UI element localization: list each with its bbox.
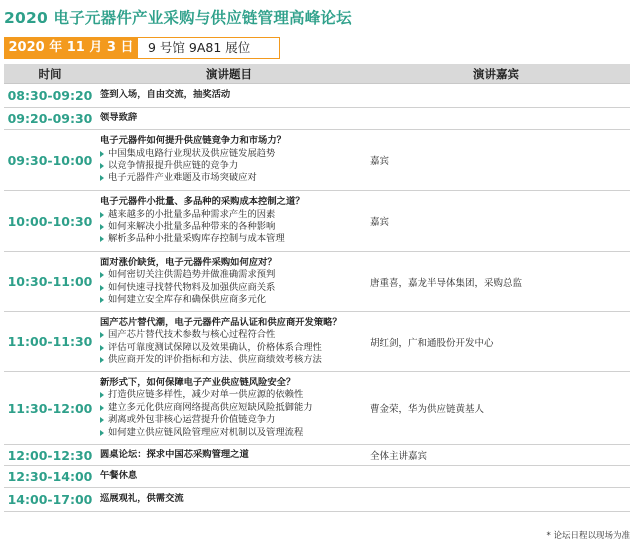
row-topic (96, 84, 362, 108)
row-speaker: 嘉宾 (362, 130, 630, 191)
header-topic: 演讲题目 (96, 64, 362, 84)
row-speaker: 胡红剑，广和通股份开发中心 (362, 312, 630, 372)
header-time: 时间 (4, 64, 96, 84)
topic-title: 面对涨价缺货，电子元器件采购如何应对？ (100, 256, 277, 268)
topic-title: 巡展观礼，供需交流 (100, 493, 184, 505)
table-row (4, 191, 630, 252)
row-topic (96, 130, 362, 191)
row-time: 12:00-12:30 (4, 445, 96, 466)
topic-bullet: 打造供应链多样性，减少对单一供应源的依赖性 (100, 389, 362, 401)
topic-bullet: 如何密切关注供需趋势并做准确需求预判 (100, 269, 362, 281)
topic-bullet: 如何快速寻找替代物料及加强供应商关系 (100, 282, 362, 294)
topic-title: 电子元器件小批量、多品种的采购成本控制之道？ (100, 196, 305, 208)
table-header-row (4, 64, 630, 84)
row-topic (96, 466, 362, 488)
topic-title: 新形式下，如何保障电子产业供应链风险安全？ (100, 376, 296, 388)
topic-bullet: 越来越多的小批量多品种需求产生的因素 (100, 209, 362, 221)
row-time: 14:00-17:00 (4, 488, 96, 512)
row-topic (96, 488, 362, 512)
row-topic (96, 445, 362, 466)
header-speaker: 演讲嘉宾 (362, 64, 630, 84)
table-row (4, 84, 630, 108)
topic-title: 领导致辞 (100, 112, 138, 124)
page-title: 2020 电子元器件产业采购与供应链管理高峰论坛 (4, 9, 352, 27)
table-row (4, 108, 630, 130)
table-row (4, 445, 630, 466)
topic-title: 签到入场，自由交流，抽奖活动 (100, 89, 231, 101)
date-venue-bar (4, 37, 280, 59)
row-time: 11:00-11:30 (4, 312, 96, 372)
topic-bullet: 如何建立供应链风险管理应对机制以及管理流程 (100, 427, 362, 439)
topic-bullet: 供应商开发的评价指标和方法、供应商绩效考核方法 (100, 354, 362, 366)
row-time: 09:20-09:30 (4, 108, 96, 130)
topic-bullet: 如何来解决小批量多品种带来的各种影响 (100, 221, 362, 233)
topic-bullet: 解析多品种小批量采购库存控制与成本管理 (100, 233, 362, 245)
topic-bullet: 电子元器件产业难题及市场突破应对 (100, 172, 362, 184)
topic-title: 午餐休息 (100, 470, 138, 482)
topic-bullet: 建立多元化供应商网络提高供应短缺风险抵御能力 (100, 402, 362, 414)
row-time: 08:30-09:20 (4, 84, 96, 108)
table-row (4, 312, 630, 372)
row-topic (96, 252, 362, 312)
topic-title: 圆桌论坛：探求中国芯采购管理之道 (100, 448, 249, 460)
row-speaker (362, 466, 630, 488)
venue-label: 9 号馆 9A81 展位 (138, 37, 280, 59)
row-speaker (362, 84, 630, 108)
topic-title: 国产芯片替代潮，电子元器件产品认证和供应商开发策略？ (100, 316, 342, 328)
row-speaker (362, 108, 630, 130)
row-topic (96, 191, 362, 252)
row-speaker: 曹金荣，华为供应链黄基人 (362, 372, 630, 445)
row-topic (96, 372, 362, 445)
row-speaker: 全体主讲嘉宾 (362, 445, 630, 466)
date-badge: 2020 年 11 月 3 日 (4, 37, 138, 59)
table-row (4, 488, 630, 512)
table-row (4, 372, 630, 445)
footnote: * 论坛日程以现场为准 (546, 531, 630, 541)
topic-bullet: 以竞争情报提升供应链的竞争力 (100, 160, 362, 172)
row-time: 10:00-10:30 (4, 191, 96, 252)
topic-bullet: 评估可靠度测试保障以及效果确认，价格体系合理性 (100, 342, 362, 354)
row-speaker (362, 488, 630, 512)
row-time: 09:30-10:00 (4, 130, 96, 191)
row-time: 12:30-14:00 (4, 466, 96, 488)
topic-bullet: 国产芯片替代技术参数与核心过程符合性 (100, 329, 362, 341)
topic-title: 电子元器件如何提升供应链竞争力和市场力？ (100, 135, 286, 147)
topic-bullet: 中国集成电路行业现状及供应链发展趋势 (100, 148, 362, 160)
table-row (4, 252, 630, 312)
row-speaker: 嘉宾 (362, 191, 630, 252)
topic-bullet: 如何建立安全库存和确保供应商多元化 (100, 294, 362, 306)
table-row (4, 130, 630, 191)
row-speaker: 唐重喜，嘉龙半导体集团，采购总监 (362, 252, 630, 312)
table-row (4, 466, 630, 488)
row-topic (96, 312, 362, 372)
schedule-table (4, 64, 630, 512)
row-time: 10:30-11:00 (4, 252, 96, 312)
row-topic (96, 108, 362, 130)
topic-bullet: 剥离或外包非核心运营提升价值链竞争力 (100, 414, 362, 426)
row-time: 11:30-12:00 (4, 372, 96, 445)
